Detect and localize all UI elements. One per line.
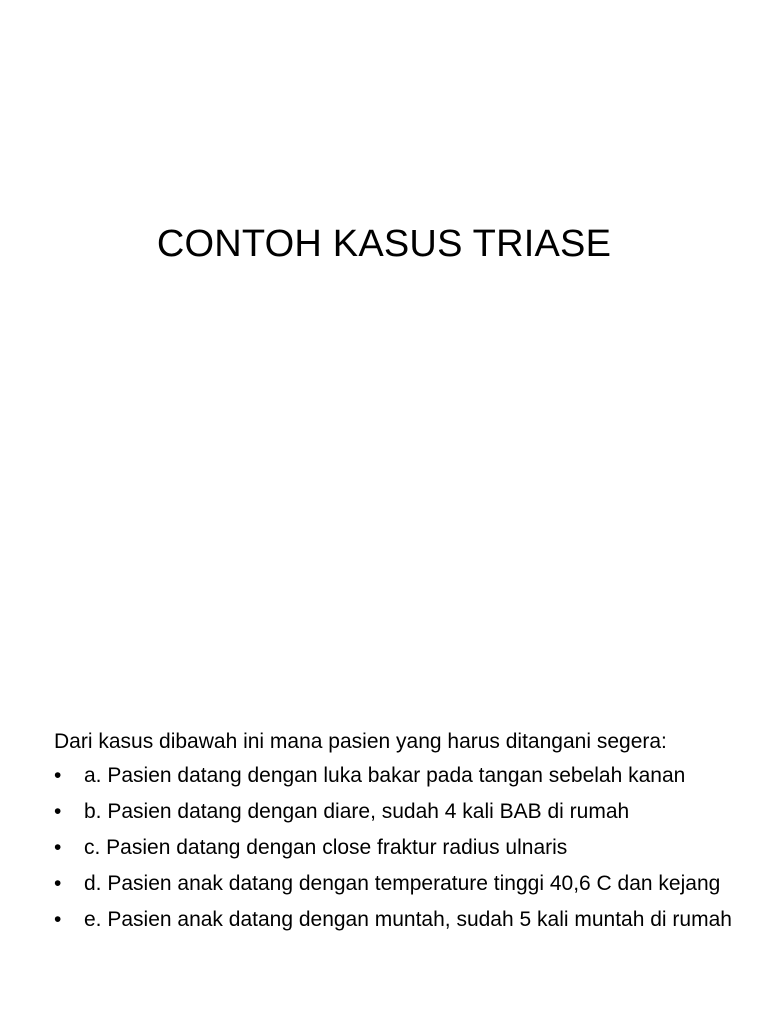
list-item-text: c. Pasien datang dengan close fraktur radius ulnaris — [84, 836, 568, 859]
list-item-b — [54, 796, 744, 827]
list-item-c — [54, 832, 744, 863]
slide-body — [54, 726, 744, 940]
list-item-text: e. Pasien anak datang dengan muntah, sudah 5 kali muntah di rumah — [84, 908, 732, 931]
list-item-a — [54, 760, 744, 791]
list-item-text: b. Pasien datang dengan diare, sudah 4 kali BAB di rumah — [84, 800, 630, 823]
bullet-icon: • — [54, 908, 62, 931]
intro-text: Dari kasus dibawah ini mana pasien yang harus ditangani segera: — [54, 730, 667, 753]
bullet-icon: • — [54, 836, 62, 859]
list-item-text: a. Pasien datang dengan luka bakar pada tangan sebelah kanan — [84, 764, 686, 787]
bullet-icon: • — [54, 800, 62, 823]
bullet-icon: • — [54, 764, 62, 787]
case-list — [54, 760, 744, 935]
list-item-d — [54, 868, 744, 899]
bullet-icon: • — [54, 872, 62, 895]
slide-title: CONTOH KASUS TRIASE — [156, 223, 612, 265]
list-item-e — [54, 904, 744, 935]
list-item-text: d. Pasien anak datang dengan temperature tinggi 40,6 C dan kejang — [84, 872, 721, 895]
